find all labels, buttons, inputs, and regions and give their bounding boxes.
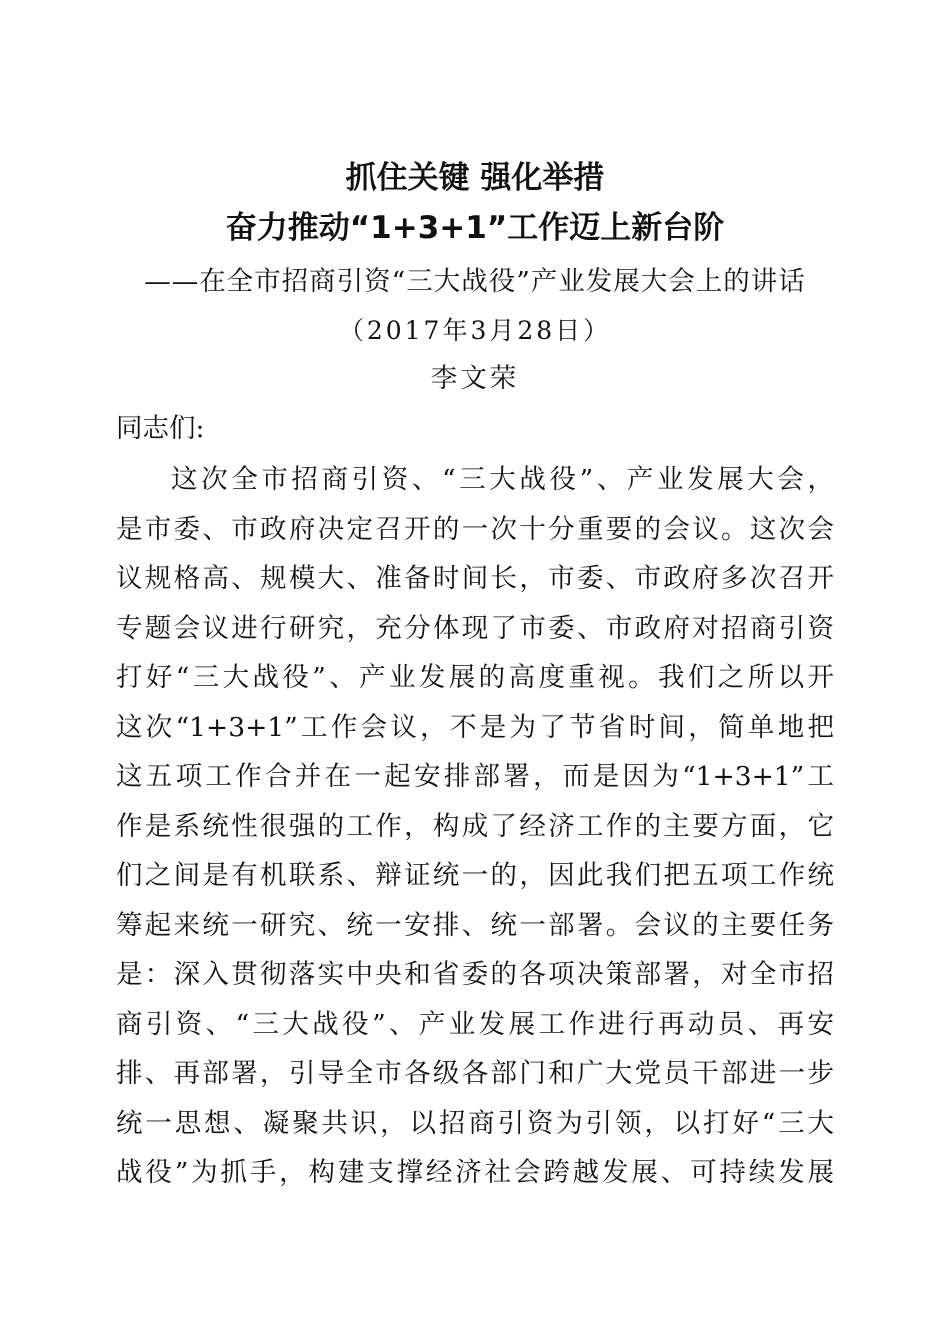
speech-body <box>116 460 834 1203</box>
body-line: 是：深入贯彻落实中央和省委的各项决策部署，对全市招 <box>116 959 834 990</box>
body-line: 们之间是有机联系、辩证统一的，因此我们把五项工作统 <box>116 860 834 891</box>
body-line: 统一思想、凝聚共识，以招商引资为引领，以打好“三大 <box>116 1107 834 1139</box>
body-line: 这次“1+3+1”工作会议，不是为了节省时间，简单地把 <box>116 711 834 743</box>
body-line: 专题会议进行研究，充分体现了市委、市政府对招商引资 <box>116 612 834 644</box>
body-line: 作是系统性很强的工作，构成了经济工作的主要方面，它 <box>116 810 834 842</box>
body-line: 筹起来统一研究、统一安排、统一部署。会议的主要任务 <box>116 909 834 941</box>
body-line: 战役”为抓手，构建支撑经济社会跨越发展、可持续发展 <box>116 1157 834 1188</box>
body-line: 排、再部署，引导全市各级各部门和广大党员干部进一步 <box>116 1058 834 1089</box>
document-title-line-1: 抓住关键 强化举措 <box>345 160 605 196</box>
greeting: 同志们: <box>116 413 205 444</box>
speech-author: 李文荣 <box>430 363 520 394</box>
body-line: 这次全市招商引资、“三大战役”、产业发展大会， <box>171 464 834 495</box>
document-title-line-2: 奋力推动“1+3+1”工作迈上新台阶 <box>225 210 725 246</box>
speech-date: （2017年3月28日） <box>338 316 612 345</box>
body-line: 是市委、市政府决定召开的一次十分重要的会议。这次会 <box>116 513 834 545</box>
body-line: 议规格高、规模大、准备时间长，市委、市政府多次召开 <box>116 563 834 594</box>
body-line: 商引资、“三大战役”、产业发展工作进行再动员、再安 <box>116 1008 834 1040</box>
document-subtitle: ——在全市招商引资“三大战役”产业发展大会上的讲话 <box>144 266 806 297</box>
body-line: 这五项工作合并在一起安排部署，而是因为“1+3+1”工 <box>116 761 834 792</box>
body-line: 打好“三大战役”、产业发展的高度重视。我们之所以开 <box>116 662 834 693</box>
